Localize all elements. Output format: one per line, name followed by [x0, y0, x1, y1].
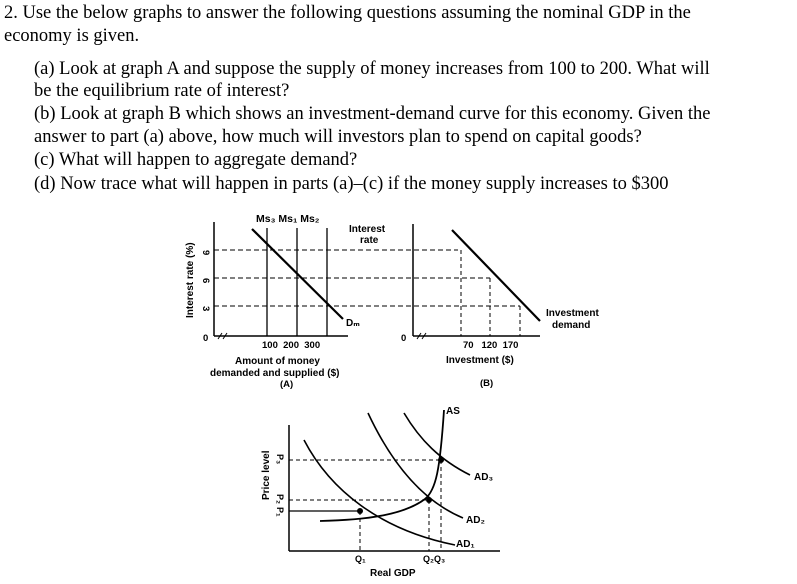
q2q3-label: Q₂Q₃ — [423, 554, 446, 564]
question-line-1: 2. Use the below graphs to answer the following questions assuming the nominal GDP in the — [4, 3, 691, 23]
graph-b-zero: 0 — [401, 333, 407, 344]
part-b-line-2: answer to part (a) above, how much will investors plan to spend on capital goods? — [34, 127, 642, 147]
equilibrium-point-2 — [426, 497, 432, 503]
investment-demand-label-2: demand — [552, 320, 591, 331]
p2-label: P₂ — [275, 494, 285, 505]
part-d: (d) Now trace what will happen in parts (a)–(c) if the money supply increases to $300 — [34, 174, 669, 194]
graph-a-y-axis-label: Interest rate (%) — [185, 242, 196, 318]
graph-b-tag: (B) — [480, 378, 494, 389]
ad3-curve — [404, 413, 470, 475]
graph-b-y-label-2: rate — [360, 235, 379, 246]
y-tick-9: 9 — [200, 250, 211, 256]
ad1-curve — [304, 440, 455, 545]
graph-a-tag: (A) — [280, 379, 294, 390]
part-a-line-2: be the equilibrium rate of interest? — [34, 81, 290, 101]
aggregate-supply-curve — [320, 410, 444, 521]
ad2-label: AD₂ — [466, 515, 485, 526]
p1-label: P₁ — [275, 507, 285, 517]
money-demand-label: Dₘ — [346, 318, 360, 329]
question-line-2: economy is given. — [4, 26, 140, 46]
q1-label: Q₁ — [355, 554, 366, 564]
part-c: (c) What will happen to aggregate demand? — [34, 150, 358, 170]
investment-demand-curve — [452, 230, 540, 321]
as-label: AS — [446, 406, 460, 417]
graph-a-x-ticks: 100 200 300 — [262, 340, 321, 351]
y-tick-6: 6 — [200, 278, 211, 284]
equilibrium-point-1 — [357, 508, 363, 514]
graph-b-x-label: Investment ($) — [446, 355, 514, 366]
graph-b-x-ticks: 70 120 170 — [463, 340, 519, 351]
equilibrium-point-3 — [438, 457, 444, 463]
p3-label: P₃ — [275, 454, 285, 465]
ms-labels: Ms₃ Ms₁ Ms₂ — [256, 213, 320, 225]
graph-a-x-label-1: Amount of money — [235, 356, 320, 367]
part-b-line-1: (b) Look at graph B which shows an investment-demand curve for this economy. Given the — [34, 104, 711, 124]
ad1-label: AD₁ — [456, 539, 475, 550]
y-tick-0: 0 — [203, 333, 209, 344]
y-tick-3: 3 — [200, 306, 211, 312]
graph-c-x-label: Real GDP — [370, 568, 416, 579]
investment-demand-label-1: Investment — [546, 308, 599, 319]
graph-a-x-label-2: demanded and supplied ($) — [210, 368, 340, 379]
graph-c — [261, 406, 500, 579]
part-a-line-1: (a) Look at graph A and suppose the supply of money increases from 100 to 200. What will — [34, 59, 710, 79]
graph-c-y-axis-label: Price level — [261, 450, 272, 500]
graph-b-y-label-1: Interest — [349, 224, 386, 235]
ad3-label: AD₃ — [474, 472, 494, 483]
